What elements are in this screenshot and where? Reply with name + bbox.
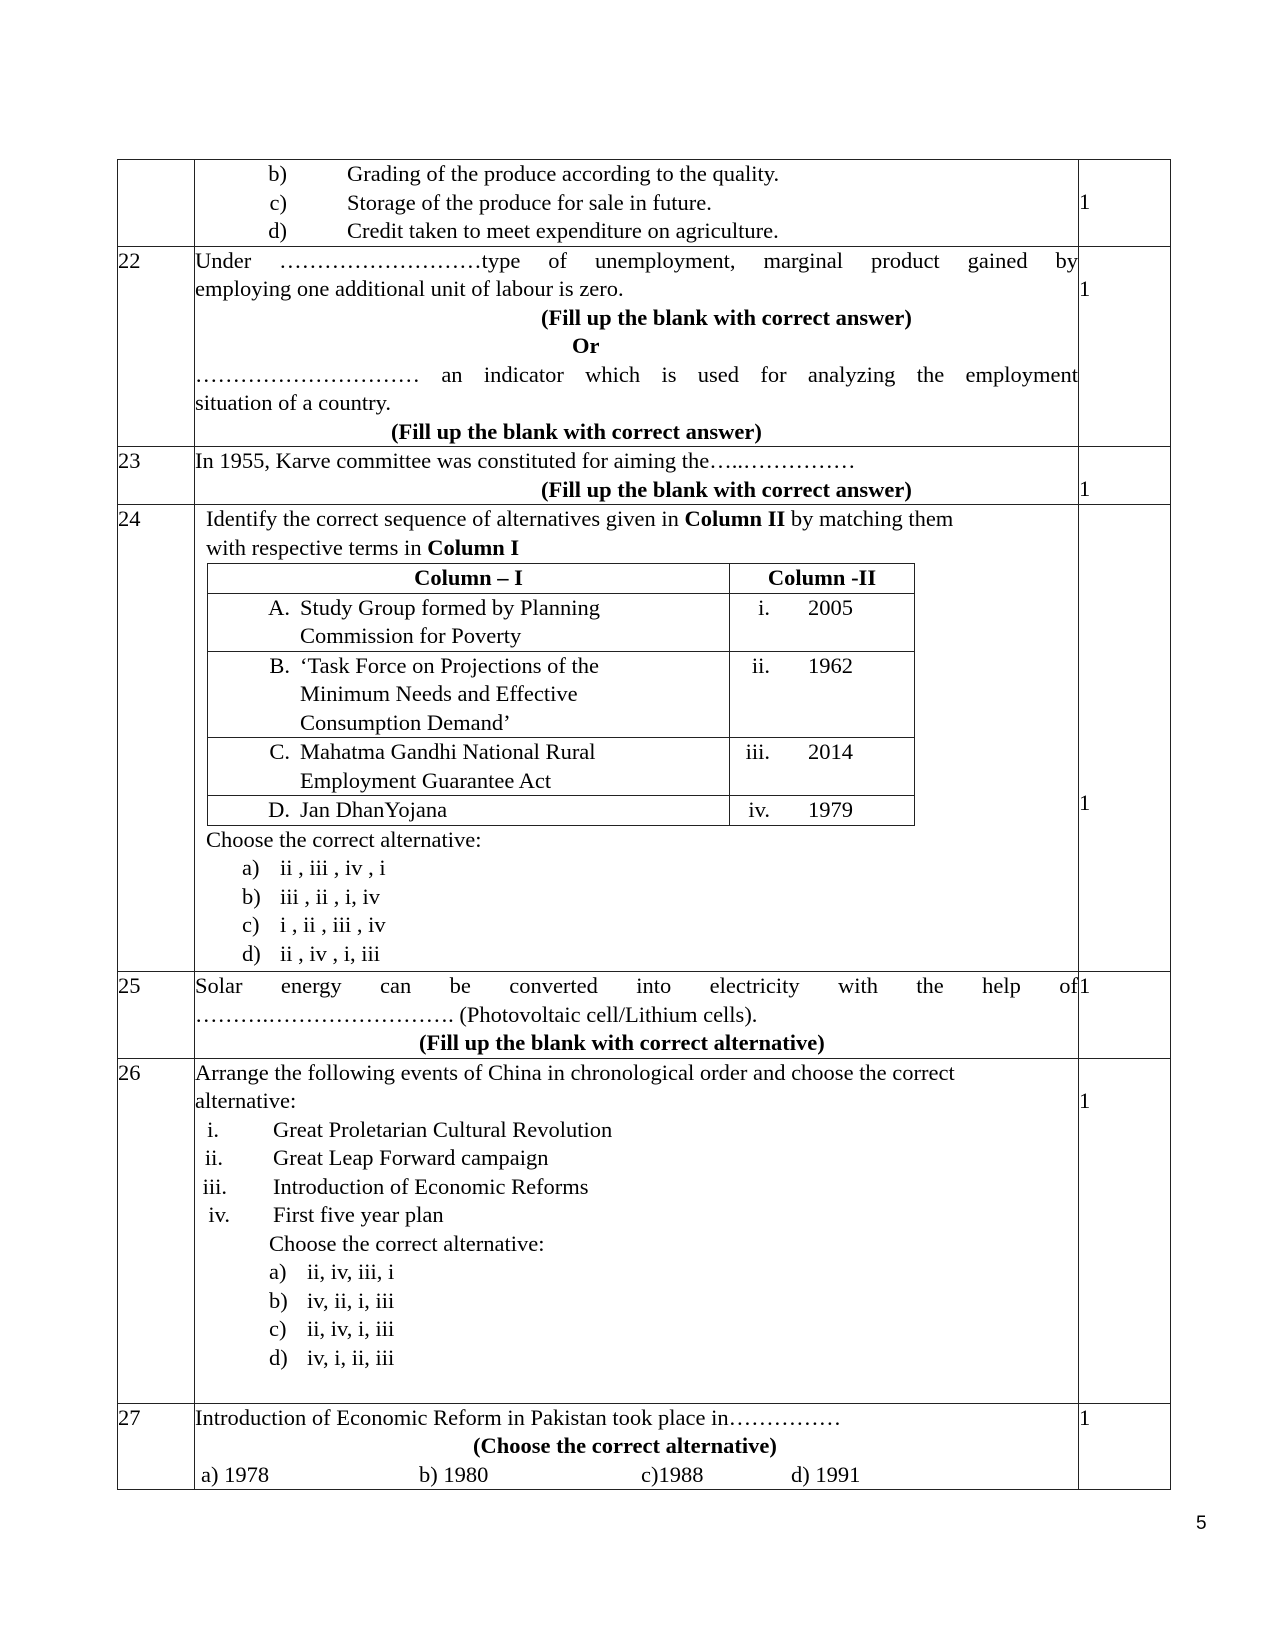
option-c: c) Storage of the produce for sale in future. — [269, 189, 712, 215]
marks-cell: 1 — [1079, 1403, 1171, 1490]
question-number: 27 — [118, 1403, 195, 1490]
match-table — [207, 563, 915, 826]
question-number: 26 — [118, 1058, 195, 1403]
options-list — [242, 854, 1078, 968]
marks-cell: 1 — [1079, 505, 1171, 972]
match-header-row — [208, 564, 915, 594]
event-item: i. Great Proletarian Cultural Revolution — [207, 1116, 613, 1142]
match-row-b: B. ‘Task Force on Projections of the Minimum Needs and Effective Consumption Demand’ ii. 1962 — [208, 651, 915, 738]
question-row-25 — [118, 972, 1171, 1059]
question-content: Solar energy can be converted into electricity with the help of ……….……………………. (Photovoltaic cell/Lithium cells). (Fill up the blank with correct alternative) — [195, 972, 1079, 1059]
option-d: d) 1991 — [791, 1461, 861, 1487]
match-row-c: C. Mahatma Gandhi National Rural Employment Guarantee Act iii. 2014 — [208, 738, 915, 796]
option-a: a) ii , iii , iv , i — [242, 855, 386, 880]
question-number: 25 — [118, 972, 195, 1059]
events-list — [195, 1116, 1078, 1230]
marks-cell: 1 — [1079, 1058, 1171, 1403]
question-row-26 — [118, 1058, 1171, 1403]
option-b: b) 1980 — [419, 1461, 489, 1487]
option-a: a) 1978 — [201, 1461, 270, 1487]
question-row-27 — [118, 1403, 1171, 1490]
question-content — [195, 160, 1079, 247]
option-d: d) ii , iv , i, iii — [242, 940, 381, 966]
question-content: In 1955, Karve committee was constituted for aiming the…..…………… (Fill up the blank with correct answer) — [195, 447, 1079, 505]
option-b: b) iii , ii , i, iv — [242, 883, 381, 909]
question-row-22 — [118, 246, 1171, 447]
question-number: 24 — [118, 505, 195, 972]
question-row-23 — [118, 447, 1171, 505]
event-item: iii. Introduction of Economic Reforms — [202, 1173, 589, 1199]
options-row — [195, 1461, 1078, 1490]
question-content: Introduction of Economic Reform in Pakistan took place in…………… (Choose the correct alternative) a) 1978 b) 1980 c)1988 d) 1991 — [195, 1403, 1079, 1490]
event-item: ii. Great Leap Forward campaign — [204, 1145, 549, 1170]
question-content: Under ………………………type of unemployment, marginal product gained by employing one additional unit of labour is zero. (Fill up the blank with correct answer) Or ………………………… an indicator which is used for analyzing the employment situation of a country. (Fill up the blank with correct answer) — [195, 246, 1079, 447]
instruction: (Fill up the blank with correct answer) — [541, 304, 912, 330]
column-i-header: Column – I — [208, 564, 730, 594]
option-c: c)1988 — [641, 1461, 704, 1487]
instruction: (Choose the correct alternative) — [473, 1433, 777, 1458]
question-content: Identify the correct sequence of alternatives given in Column II by matching them with respective terms in Column I Column – I Column -II A. Study Group formed by Planning Commission for Poverty i. 2005 B. ‘Task Force on Projections of the Minimum Needs and Effective Consumption Demand’ ii. 1962 C. Mahatma Gandhi National Rural Employment Guarantee Act iii. 2014 D. Jan DhanYojana iv. 1979 Choose the correct alternative: a) ii , iii , iv , i b) iii , ii , i, iv c) i , ii , iii , iv d) ii , iv , i, iii — [195, 505, 1079, 972]
question-number-cell — [118, 160, 195, 247]
option-b: b) Grading of the produce according to the quality. — [268, 161, 780, 186]
marks-cell: 1 — [1079, 246, 1171, 447]
option-b: b) iv, ii, i, iii — [269, 1287, 395, 1313]
question-row-24 — [118, 505, 1171, 972]
options-list — [269, 1258, 1078, 1372]
question-number: 22 — [118, 246, 195, 447]
option-a: a) ii, iv, iii, i — [269, 1259, 395, 1284]
question-content: Arrange the following events of China in chronological order and choose the correct alternative: i. Great Proletarian Cultural Revolution ii. Great Leap Forward campaign iii. Introduction of Economic Reforms iv. First five year plan Choose the correct alternative: a) ii, iv, iii, i b) iv, ii, i, iii c) ii, iv, i, iii d) iv, i, ii, iii — [195, 1058, 1079, 1403]
option-c: c) i , ii , iii , iv — [242, 912, 386, 937]
question-number: 23 — [118, 447, 195, 505]
column-ii-header: Column -II — [730, 564, 915, 594]
option-c: c) ii, iv, i, iii — [269, 1316, 395, 1341]
instruction: (Fill up the blank with correct answer) — [391, 418, 762, 444]
instruction: (Fill up the blank with correct answer) — [541, 476, 912, 502]
match-row-d: D. Jan DhanYojana iv. 1979 — [208, 796, 915, 826]
instruction: (Fill up the blank with correct alternative) — [419, 1030, 825, 1055]
marks-cell: 1 — [1079, 972, 1171, 1059]
question-table — [117, 159, 1171, 1490]
question-row-21-continued — [118, 160, 1171, 247]
marks-cell: 1 — [1079, 447, 1171, 505]
or-separator: Or — [572, 333, 600, 358]
option-d: d) Credit taken to meet expenditure on agriculture. — [268, 218, 779, 243]
event-item: iv. First five year plan — [208, 1202, 444, 1227]
page-number: 5 — [1196, 1513, 1207, 1534]
option-d: d) iv, i, ii, iii — [269, 1344, 395, 1370]
match-row-a: A. Study Group formed by Planning Commission for Poverty i. 2005 — [208, 593, 915, 651]
marks-cell: 1 — [1079, 160, 1171, 247]
